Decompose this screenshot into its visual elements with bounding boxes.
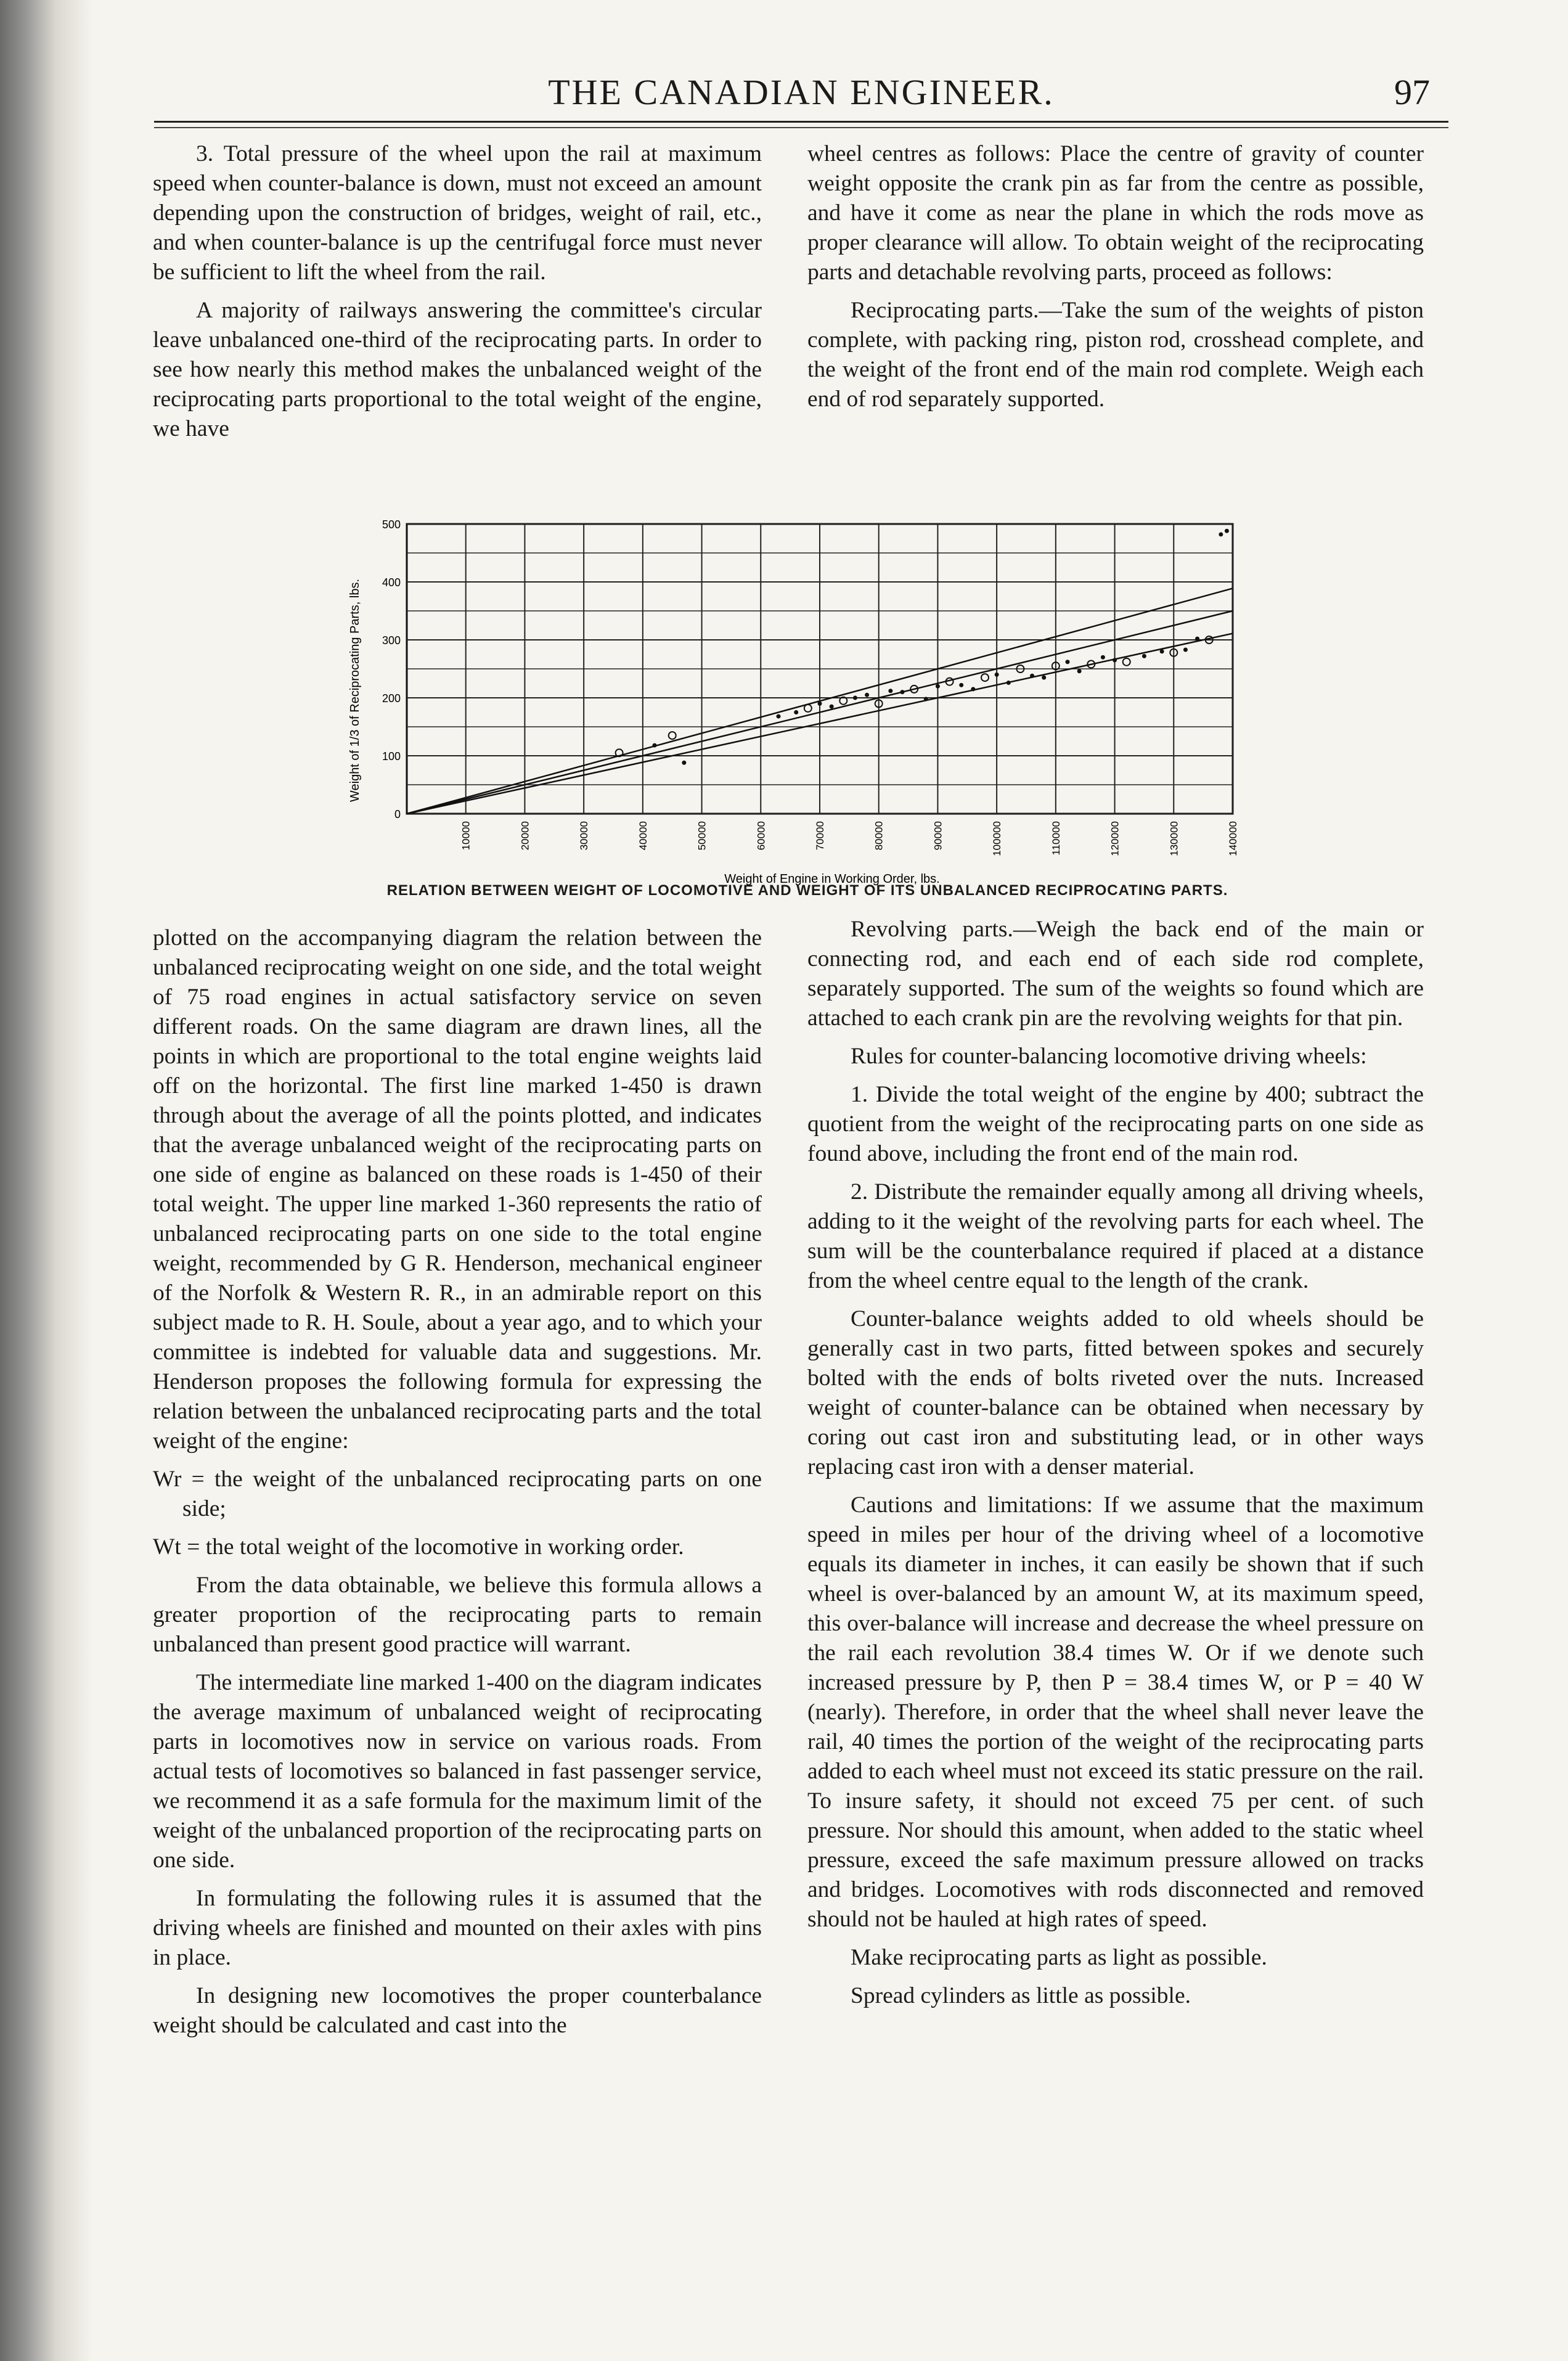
data-point-marker	[971, 687, 975, 691]
data-point	[682, 761, 686, 765]
paragraph: From the data obtainable, we believe this formula allows a greater proportion of the reciprocating parts to remain unbalanced than present good practice will warrant.	[153, 1573, 762, 1657]
data-point-marker	[777, 714, 781, 719]
data-point-marker	[818, 702, 822, 706]
x-tick-label: 140000	[1227, 821, 1239, 856]
data-point-marker	[1007, 681, 1011, 685]
x-tick-label: 120000	[1109, 821, 1121, 856]
data-point-marker	[804, 705, 812, 712]
data-point	[1113, 658, 1117, 662]
paragraph: A majority of railways answering the committee's circular leave unbalanced one-third of the reciprocating parts. In order to see how nearly this method makes the unbalanced weight of the reciprocating parts proportional to the total weight of the engine, we have	[153, 298, 762, 441]
y-tick-label: 500	[382, 518, 401, 531]
data-point	[794, 710, 798, 714]
data-point-marker	[924, 697, 928, 701]
x-tick-labels	[460, 821, 1239, 856]
data-point-marker	[1030, 674, 1034, 678]
paragraph: Rules for counter-balancing locomotive driving wheels:	[851, 1044, 1367, 1069]
data-point	[1123, 658, 1130, 666]
header-rule	[154, 121, 1448, 123]
data-point	[1007, 681, 1011, 685]
data-point	[865, 693, 869, 697]
data-point	[1183, 647, 1188, 652]
paragraph: In formulating the following rules it is assumed that the driving wheels are finished and mounted on their axles with pins in place.	[153, 1886, 762, 1970]
data-point-marker	[1142, 654, 1146, 658]
data-point	[900, 690, 905, 694]
x-tick-label: 30000	[578, 821, 590, 851]
data-point	[777, 714, 781, 719]
data-point-marker	[653, 743, 657, 748]
data-point-marker	[682, 761, 686, 765]
paragraph: 1. Divide the total weight of the engine by 400; subtract the quotient from the weight of the reciprocating parts on one side as found above, including the front end of the main rod.	[807, 1082, 1424, 1166]
journal-title: THE CANADIAN ENGINEER.	[548, 72, 1055, 112]
definition-wt: Wt = the total weight of the locomotive in working order.	[153, 1534, 684, 1560]
data-point	[1077, 669, 1082, 673]
paragraph: plotted on the accompanying diagram the relation between the unbalanced reciprocating weight on one side, and the total weight of 75 road engines in actual satisfactory service on seven different roads. On the same diagram are drawn lines, all the points in which are proportional to the total engine weights laid off on the horizontal. The first line marked 1-450 is drawn through about the average of all the points plotted, and indicates that the average unbalanced weight of the reciprocating parts on one side of engine as balanced on these roads is 1-450 of their total weight. The upper line marked 1-360 represents the ratio of unbalanced reciprocating parts on one side to the total engine weight, recommended by G R. Henderson, mechanical engineer of the Norfolk & Western R. R., in an admirable report on this subject made to R. H. Soule, about a year ago, and to which your committee is indebted for valuable data and suggestions. Mr. Henderson proposes the following formula for expressing the relation between the unbalanced reciprocating parts and the total weight of the engine:	[153, 925, 762, 1454]
data-point-marker	[936, 684, 940, 689]
data-point-marker	[794, 710, 798, 714]
data-point-marker	[900, 690, 905, 694]
data-point	[830, 705, 834, 709]
data-point-marker	[995, 673, 999, 677]
scatter-chart	[345, 505, 1251, 888]
data-point	[995, 673, 999, 677]
data-point	[924, 697, 928, 701]
data-point	[1225, 529, 1229, 533]
data-point-marker	[1042, 676, 1046, 680]
data-point-marker	[1160, 649, 1164, 653]
paragraph: Spread cylinders as little as possible.	[851, 1983, 1191, 2008]
y-tick-labels	[382, 518, 401, 820]
y-tick-label: 0	[394, 808, 401, 820]
paragraph: 3. Total pressure of the wheel upon the rail at maximum speed when counter-balance is down, must not exceed an amount depending upon the construction of bridges, weight of rail, etc., and when counter-balance is up the centrifugal force must never be sufficient to lift the wheel from the rail.	[153, 141, 762, 285]
figure-caption: RELATION BETWEEN WEIGHT OF LOCOMOTIVE AND WEIGHT OF ITS UNBALANCED RECIPROCATING PARTS.	[386, 882, 1228, 899]
y-tick-label: 100	[382, 750, 401, 763]
header-rule-thin	[154, 127, 1448, 128]
x-tick-label: 50000	[696, 821, 708, 851]
data-point-marker	[830, 705, 834, 709]
x-axis-label: Weight of Engine in Working Order, lbs.	[724, 872, 940, 886]
definition-wr: Wr = the weight of the unbalanced reciprocating parts on one side;	[153, 1467, 762, 1521]
column-bottom-right	[807, 915, 1424, 2019]
paragraph: Revolving parts.—Weigh the back end of the main or connecting rod, and each end of each side rod complete, separately supported. The sum of the weights so found which are attached to each crank pin are the revolving weights for that pin.	[807, 917, 1424, 1031]
data-point	[971, 687, 975, 691]
data-point	[853, 696, 857, 700]
data-point	[1160, 649, 1164, 653]
paragraph: Make reciprocating parts as light as possible.	[851, 1945, 1267, 1970]
data-point	[804, 705, 812, 712]
x-tick-label: 70000	[814, 821, 826, 851]
data-point-marker	[888, 689, 892, 693]
x-tick-label: 100000	[991, 821, 1003, 856]
data-point-marker	[1101, 655, 1105, 660]
data-point-marker	[959, 683, 963, 687]
data-point-marker	[853, 696, 857, 700]
paragraph: 2. Distribute the remainder equally among all driving wheels, adding to it the weight of the revolving parts for each wheel. The sum will be the counterbalance required if placed at a distance from the wheel centre equal to the length of the crank.	[807, 1179, 1424, 1293]
data-point-marker	[1219, 532, 1223, 536]
paragraph: The intermediate line marked 1-400 on the diagram indicates the average maximum of unbalanced weight of reciprocating parts in locomotives now in service on various roads. From actual tests of locomotives so balanced in fast passenger service, we recommend it as a safe formula for the maximum limit of the weight of the unbalanced proportion of the reciprocating parts on one side.	[153, 1670, 762, 1873]
data-point-marker	[981, 674, 989, 681]
data-point	[981, 674, 989, 681]
y-tick-label: 200	[382, 692, 401, 705]
data-point-marker	[865, 693, 869, 697]
data-point	[1101, 655, 1105, 660]
column-top-right	[807, 139, 1424, 423]
data-point	[818, 702, 822, 706]
data-point	[653, 743, 657, 748]
page-header	[154, 57, 1448, 125]
y-axis-label: Weight of 1/3 of Reciprocating Parts, lbs.	[348, 578, 362, 803]
y-tick-label: 300	[382, 634, 401, 647]
data-point	[936, 684, 940, 689]
data-point	[888, 689, 892, 693]
x-tick-label: 60000	[755, 821, 767, 851]
page-number: 97	[1394, 72, 1430, 112]
paragraph: In designing new locomotives the proper counterbalance weight should be calculated and cast into the	[153, 1983, 762, 2038]
data-point	[1195, 637, 1199, 641]
data-point	[1219, 532, 1223, 536]
data-points	[616, 529, 1229, 765]
data-point	[1030, 674, 1034, 678]
data-point	[1142, 654, 1146, 658]
data-point-marker	[1066, 660, 1070, 664]
paragraph: Cautions and limitations: If we assume that the maximum speed in miles per hour of the driving wheel of a locomotive equals its diameter in inches, it can easily be shown that if such wheel is over-balanced by an amount W, at its maximum speed, this over-balance will increase and decrease the wheel pressure on the rail each revolution 38.4 times W. Or if we denote such increased pressure by P, then P = 38.4 times W, or P = 40 W (nearly). Therefore, in order that the wheel shall never leave the rail, 40 times the portion of the weight of the reciprocating parts added to each wheel must not exceed its static pressure on the rail. To insure safety, it should not exceed 75 per cent. of such pressure. Nor should this amount, when added to the static wheel pressure, exceed the safe maximum pressure allowed on tracks and bridges. Locomotives with rods disconnected and removed should not be hauled at high rates of speed.	[807, 1492, 1424, 1932]
data-point-marker	[1123, 658, 1130, 666]
y-tick-label: 400	[382, 576, 401, 589]
x-tick-label: 80000	[873, 821, 885, 851]
x-tick-label: 10000	[460, 821, 472, 851]
x-tick-label: 20000	[519, 821, 531, 851]
data-point-marker	[1183, 647, 1188, 652]
column-top-left	[153, 139, 762, 452]
paragraph: Counter-balance weights added to old wheels should be generally cast in two parts, fitted between spokes and securely bolted with the ends of bolts riveted over the nuts. Increased weight of counter-balance can be obtained when necessary by coring out cast iron and substituting lead, or in other ways replacing cast iron with a denser material.	[807, 1306, 1424, 1479]
chart-grid	[407, 524, 1233, 814]
data-point	[669, 732, 676, 739]
data-point-marker	[1113, 658, 1117, 662]
paragraph: wheel centres as follows: Place the centre of gravity of counter weight opposite the crank pin as far from the centre as possible, and have it come as near the plane in which the rods move as proper clearance will allow. To obtain weight of the reciprocating parts and detachable revolving parts, proceed as follows:	[807, 141, 1424, 285]
paragraph: Reciprocating parts.—Take the sum of the weights of piston complete, with packing ring, piston rod, crosshead complete, and the weight of the front end of the main rod complete. Weigh each end of rod separately supported.	[807, 298, 1424, 412]
column-bottom-left	[153, 923, 762, 2049]
page-binding-edge	[0, 0, 92, 2361]
data-point-marker	[669, 732, 676, 739]
data-point-marker	[1077, 669, 1082, 673]
x-tick-label: 40000	[637, 821, 649, 851]
data-point	[959, 683, 963, 687]
x-tick-label: 130000	[1168, 821, 1180, 856]
data-point-marker	[1195, 637, 1199, 641]
x-tick-label: 90000	[932, 821, 944, 851]
data-point-marker	[1225, 529, 1229, 533]
x-tick-label: 110000	[1050, 821, 1062, 856]
data-point	[1066, 660, 1070, 664]
data-point	[1042, 676, 1046, 680]
